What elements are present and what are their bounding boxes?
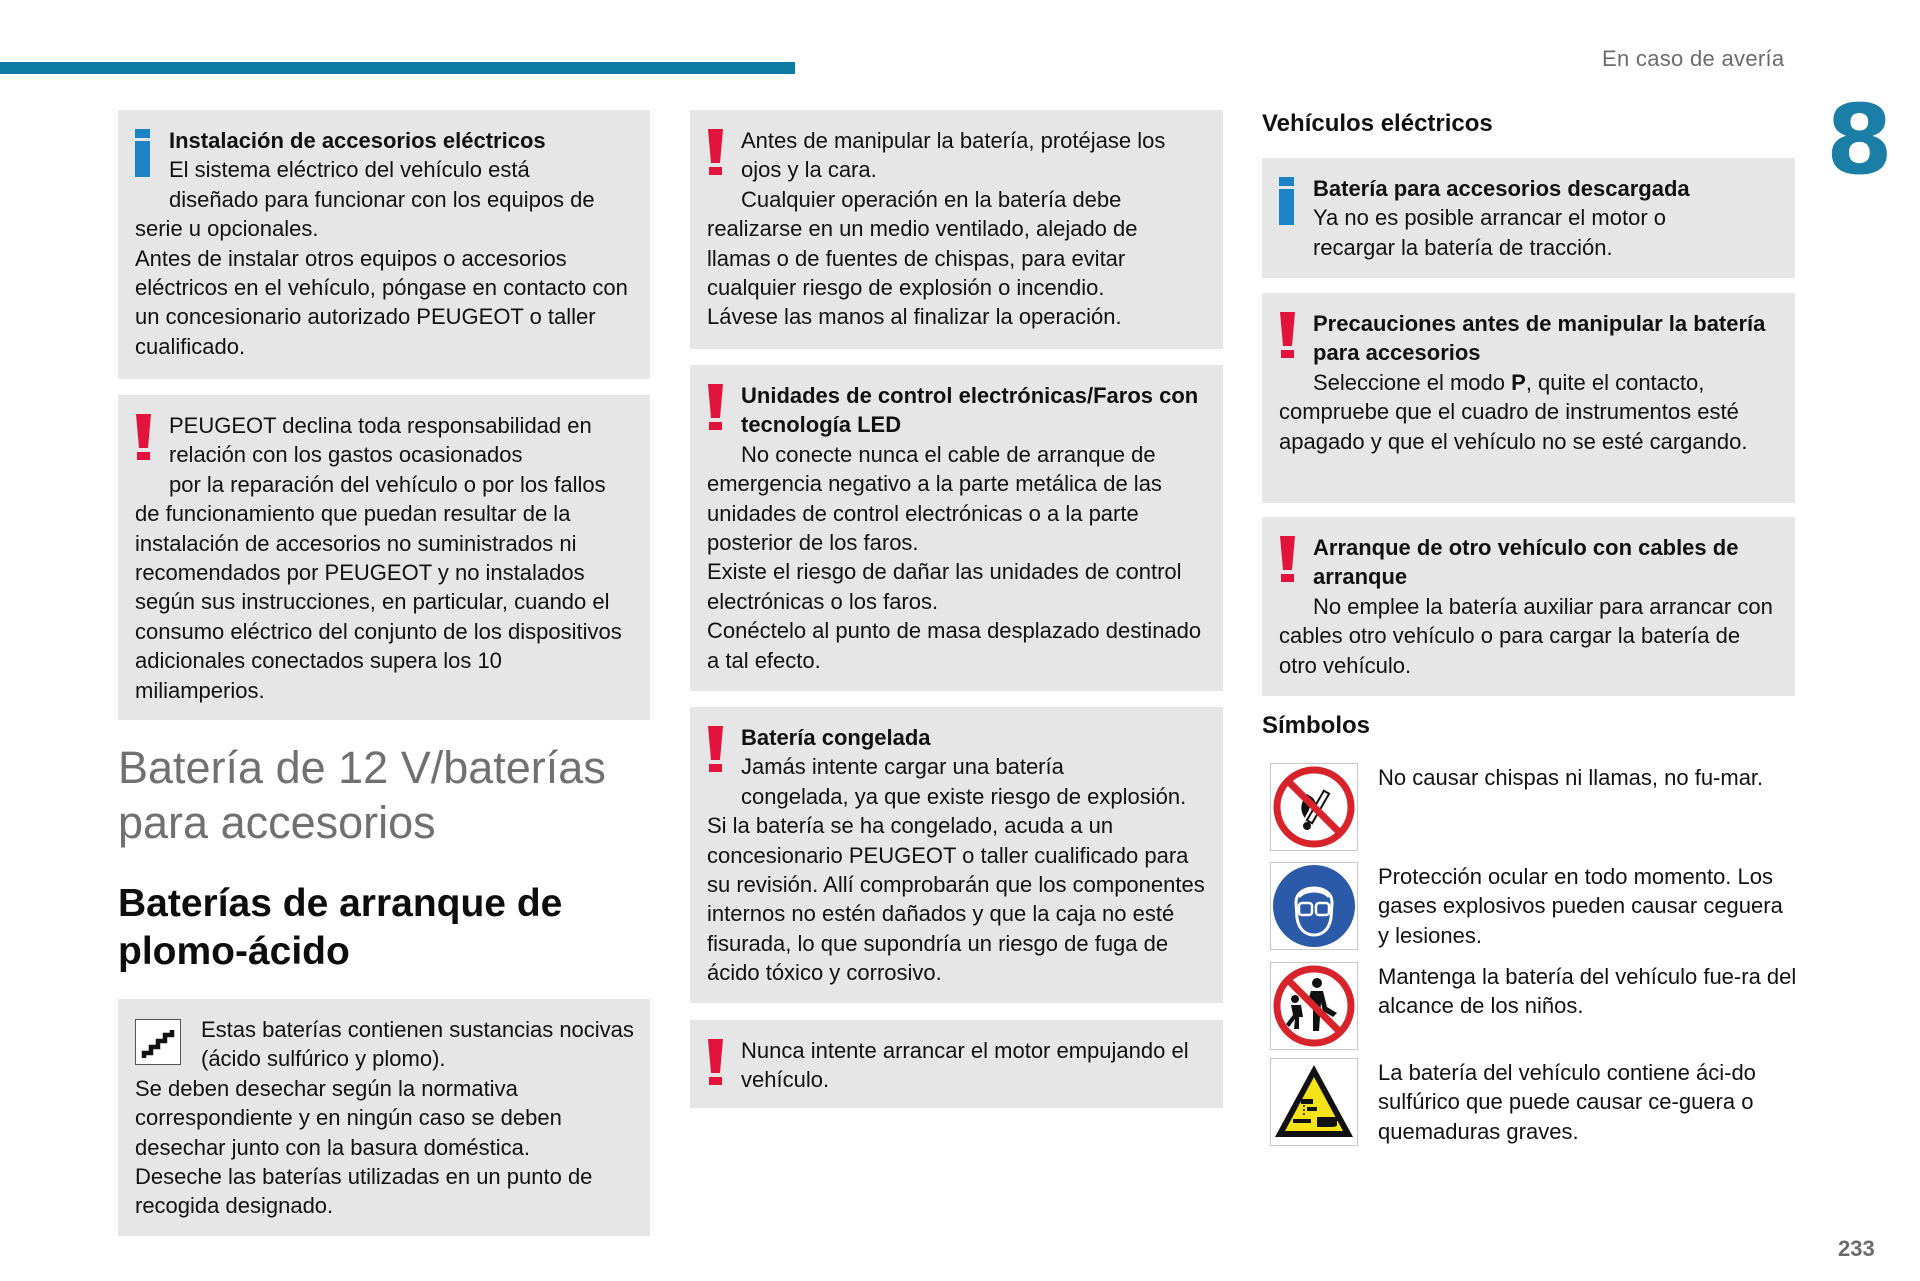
box-title: Arranque de otro vehículo con cables de arranque [1313, 535, 1739, 590]
box-body: Cualquier operación en la batería debe realizarse en un medio ventilado, alejado de llamas o de fuentes de chispas, para evitar cualquier riesgo de explosión o incendio. [707, 186, 1138, 301]
box-lead: Jamás intente cargar una batería [741, 754, 1064, 780]
box-body: Deseche las baterías utilizadas en un punto de recogida designado. [135, 1164, 593, 1219]
info-box-disposal [118, 999, 650, 1236]
box-lead: PEUGEOT declina toda responsabilidad en relación con los gastos ocasionados [169, 413, 592, 468]
warning-icon [707, 1036, 741, 1098]
warning-box-jump-start-other [1262, 517, 1795, 696]
box-title: Precauciones antes de manipular la batería para accesorios [1313, 311, 1766, 366]
box-body: por la reparación del vehículo o por los fallos de funcionamiento que puedan resultar de la instalación de accesorios no suministrados ni recomendados por PEUGEOT y no instalados según sus instrucciones, en particular, cuando el consumo eléctrico del conjunto de los dispositivos adicionales conectados supera los 10 miliamperios. [135, 471, 622, 703]
box-body: Lávese las manos al finalizar la operación. [707, 304, 1122, 330]
info-icon [135, 126, 169, 188]
box-body: Conéctelo al punto de masa desplazado destinado a tal efecto. [707, 618, 1202, 673]
box-body: Antes de instalar otros equipos o accesorios eléctricos en el vehículo, póngase en contacto con un concesionario autorizado PEUGEOT o taller cualificado. [135, 245, 628, 359]
keep-away-children-icon [1270, 962, 1358, 1050]
box-body: Se deben desechar según la normativa correspondiente y en ningún caso se deben desechar junto con la basura doméstica. [135, 1075, 562, 1160]
box-title: Instalación de accesorios eléctricos [169, 128, 546, 153]
box-lead: Ya no es posible arrancar el motor o [1313, 205, 1666, 231]
warning-icon [707, 126, 741, 188]
warning-box-push-start [690, 1020, 1223, 1108]
page-number: 233 [1838, 1236, 1875, 1261]
mode-p-label: P [1511, 369, 1526, 395]
symbol-row [1270, 763, 1800, 853]
warning-icon [707, 723, 741, 785]
info-box-accessory-battery-discharged [1262, 158, 1795, 278]
chapter-number: 8 [1826, 84, 1893, 196]
warning-icon [707, 381, 741, 443]
warning-box-liability [118, 395, 650, 720]
symbol-text: No causar chispas ni llamas, no fu-mar. [1378, 765, 1764, 790]
warning-icon [135, 411, 169, 473]
symbols-heading: Símbolos [1262, 712, 1371, 739]
box-lead: El sistema eléctrico del vehículo está [169, 157, 530, 183]
warning-box-precautions [1262, 293, 1795, 503]
warning-box-ecu-led [690, 365, 1223, 691]
recycle-stairs-icon [135, 1019, 181, 1065]
box-title: Batería para accesorios descargada [1313, 176, 1690, 201]
symbol-row [1270, 1058, 1800, 1148]
info-box-electrical-accessories [118, 110, 650, 379]
symbol-text: Mantenga la batería del vehículo fue-ra del alcance de los niños. [1378, 964, 1797, 1019]
corrosive-acid-icon [1270, 1058, 1358, 1146]
subsection-title: Baterías de arranque de plomo-ácido [118, 882, 563, 973]
box-title: Unidades de control electrónicas/Faros con tecnología LED [741, 383, 1199, 438]
box-lead: Nunca intente arrancar el motor empujando el vehículo. [741, 1038, 1189, 1093]
info-icon [1279, 174, 1313, 236]
warning-box-protect-eyes [690, 110, 1223, 349]
box-body: congelada, ya que existe riesgo de explosión. Si la batería se ha congelado, acuda a un concesionario PEUGEOT o taller cualificado para su revisión. Allí comprobarán que los componentes internos no estén dañados y que la caja no esté fisurada, lo que supondría un riesgo de fuga de ácido tóxico y corrosivo. [707, 783, 1205, 986]
box-body: Existe el riesgo de dañar las unidades de control electrónicas o los faros. [707, 559, 1182, 614]
chapter-accent-bar [0, 62, 795, 74]
symbol-text: Protección ocular en todo momento. Los gases explosivos pueden causar ceguera y lesiones. [1378, 864, 1783, 948]
box-body: Seleccione el modo P, quite el contacto, compruebe que el cuadro de instrumentos esté apagado y que el vehículo no se esté cargando. [1279, 369, 1748, 454]
box-title: Batería congelada [741, 725, 931, 750]
box-body: No conecte nunca el cable de arranque de emergencia negativo a la parte metálica de las unidades de control electrónicas o a la parte posterior de los faros. [707, 441, 1162, 556]
box-body: recargar la batería de tracción. [1313, 234, 1613, 260]
box-lead: Antes de manipular la batería, protéjase los ojos y la cara. [741, 128, 1166, 183]
box-body: diseñado para funcionar con los equipos de serie u opcionales. [135, 186, 595, 242]
symbol-row [1270, 962, 1800, 1052]
no-flames-no-smoking-icon [1270, 763, 1358, 851]
box-lead: Estas baterías contienen sustancias nocivas (ácido sulfúrico y plomo). [201, 1017, 634, 1072]
warning-icon [1279, 309, 1313, 371]
warning-box-frozen-battery [690, 707, 1223, 1003]
symbol-text: La batería del vehículo contiene áci-do sulfúrico que puede causar ce-guera o quemaduras graves. [1378, 1060, 1756, 1144]
eye-protection-icon [1270, 862, 1358, 950]
warning-icon [1279, 533, 1313, 595]
section-title: Batería de 12 V/baterías para accesorios [118, 742, 606, 848]
symbol-row [1270, 862, 1800, 952]
electric-vehicles-heading: Vehículos eléctricos [1262, 110, 1493, 137]
box-body: No emplee la batería auxiliar para arrancar con cables otro vehículo o para cargar la batería de otro vehículo. [1279, 593, 1773, 678]
running-head: En caso de avería [1602, 46, 1785, 71]
